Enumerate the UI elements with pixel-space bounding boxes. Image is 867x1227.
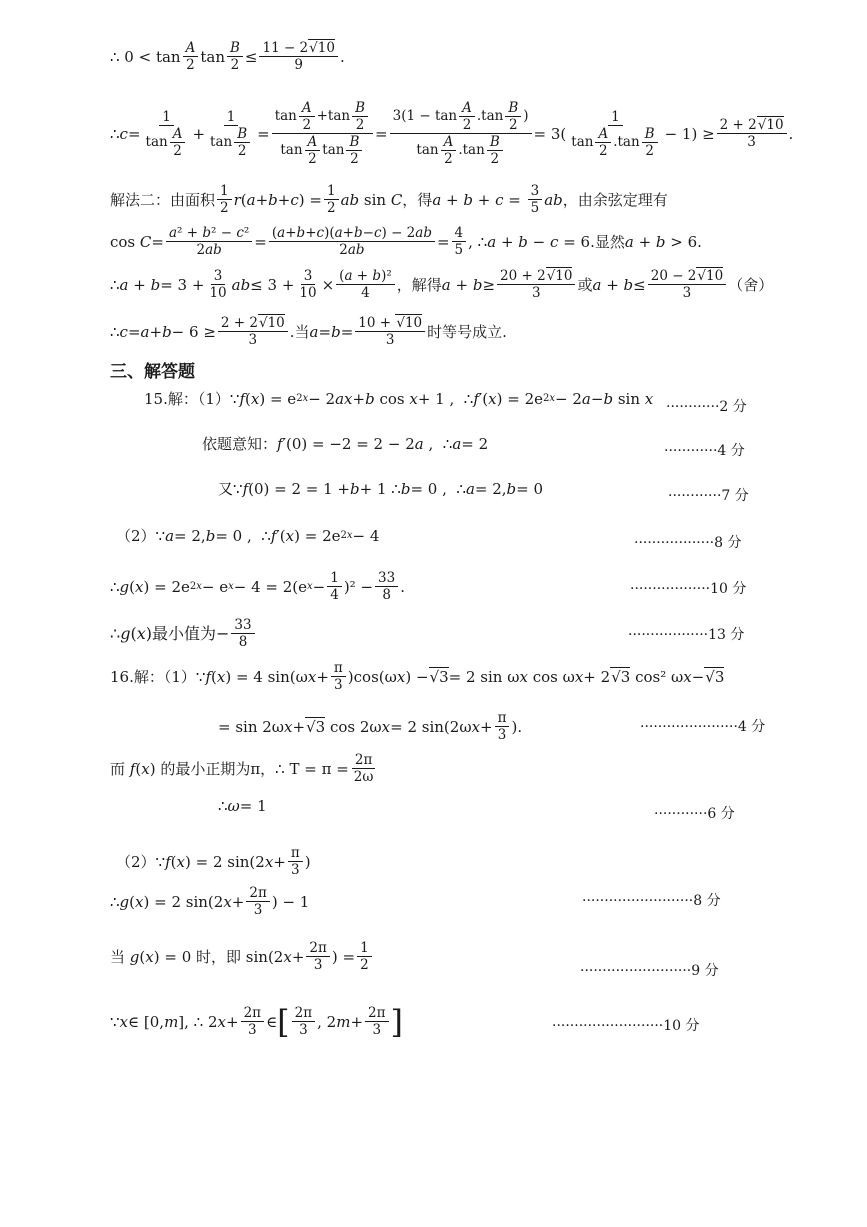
method2-mid1: ，得 (402, 190, 433, 209)
p16-period: 的最小正期为π， (160, 759, 276, 778)
score-10-b: ·························10 分 (552, 1018, 700, 1034)
p16-line-3: 而 f ( x ) 的最小正期为π， ∴ T = π = $\frac{2\pi}{2\omega}$ (110, 752, 374, 785)
section-heading: 三、解答题 (110, 362, 195, 382)
line6-when: 当 (294, 322, 310, 341)
method2-mid2: ，由余弦定理有 (562, 190, 668, 209)
p16-line-2: = sin 2ω x + √3 cos 2ω x = 2 sin(2ω x + $\frac{\pi}{3}$ ). (218, 710, 523, 743)
p15-line-2: 依题意知： f ′(0) = −2 = 2 − 2 a , ∴ a = 2 (202, 435, 489, 453)
p15-line-3: 又 ∵ f (0) = 2 = 1 + b + 1 ∴ b = 0 , ∴ a = 2, b = 0 (218, 480, 544, 498)
score-2: ············2 分 (666, 399, 747, 415)
p15-again: 又 (218, 480, 234, 498)
p15-line-6: ∴ g ( x ) 最小值为 − $\frac{33}{8}$ (110, 617, 257, 650)
score-8: ··················8 分 (634, 535, 742, 551)
score-6: ············6 分 (654, 806, 735, 822)
line6-tail: 时等号成立. (427, 322, 507, 341)
method-two-line: 解法二：由面积 $\frac{1}{2}$ r ( a + b + c ) = $\frac{1}{2}$ ab sin C ，得 a + b + c = $\frac{3}{5}$ ab ，由余弦定理有 (110, 183, 668, 216)
score-4: ············4 分 (664, 443, 745, 459)
p16-line-8: ∵ x ∈ [0, m ], ∴ 2 x + $\frac{2\pi}{3}$ ∈ [ $\frac{2\pi}{3}$ , 2 m + $\frac{2\pi}{3}$ ] (110, 1002, 403, 1041)
line5-or: 或 (577, 275, 593, 294)
p16-label: 16.解：（1） (110, 667, 196, 686)
p15-line-1: 15.解：（1） ∵ f ( x ) = e 2x − 2 ax + b cos x + 1 , ∴ f ′( x ) = 2e 2x − 2 a − b sin x (144, 390, 654, 408)
p16-line-5: （2） ∵ f ( x ) = 2 sin(2 x + $\frac{\pi}{3}$ ) (116, 845, 311, 878)
method2-prefix: 解法二：由面积 (110, 190, 216, 209)
line5-rejected: （舍） (728, 275, 774, 294)
p15-line-4: （2） ∵ a = 2, b = 0 , ∴ f ′( x ) = 2e 2x − 4 (116, 527, 380, 545)
score-9: ·························9 分 (580, 963, 719, 979)
line4-mid: 显然 (594, 232, 625, 251)
p15-part2: （2） (116, 527, 156, 545)
score-7: ············7 分 (668, 488, 749, 504)
sum-bound-line: ∴ a + b = 3 + $\frac{3}{10}$ ab ≤ 3 + $\frac{3}{10}$ × $\frac{\text{(a + b)²}}{4}$ ，解得 a + b ≥ $\frac{20 + 2√10}{3}$ 或 a + b ≤ $\frac{20 - 2√10}{3}$ （舍） (110, 268, 774, 301)
p16-line-4: ∴ ω = 1 (218, 797, 267, 815)
score-8-b: ·························8 分 (582, 893, 721, 909)
p16-line-6: ∴ g ( x ) = 2 sin(2 x + $\frac{2\pi}{3}$ ) − 1 (110, 885, 310, 918)
p16-when2: 时，即 (196, 947, 242, 966)
p15-label: 15.解：（1） (144, 390, 230, 408)
p15-line-5: ∴ g ( x ) = 2e 2x − e x − 4 = 2(e x − $\frac{1}{4}$ )² − $\frac{33}{8}$ . (110, 570, 405, 603)
p15-min-label: 最小值为 (151, 623, 216, 643)
line5-mid1: ，解得 (396, 275, 442, 294)
score-10: ··················10 分 (630, 581, 747, 597)
cosine-line: cos C = $\frac{\text{a² + b² − c²}}{2ab}$ = $\frac{(a+b+c)(a+b-c) - 2ab}{2ab}$ = $\frac{4}{5}$ , ∴ a + b − c = 6. 显然 a + b > 6. (110, 225, 702, 258)
equality-line: ∴ c = a + b − 6 ≥ $\frac{2 + 2√10}{3}$ . 当 a = b = $\frac{10 + √10}{3}$ 时等号成立. (110, 315, 507, 348)
p16-and: 而 (110, 759, 126, 778)
p16-when: 当 (110, 947, 126, 966)
inequality-line-1: ∴ 0 < tan $\frac{A}{2}$ tan $\frac{B}{2}$ ≤ $\frac{11 - 2√10}{9}$ . (110, 40, 345, 73)
score-13: ··················13 分 (628, 627, 745, 643)
p16-part2: （2） (116, 852, 156, 871)
p16-line-1: 16.解：（1） ∵ f ( x ) = 4 sin(ω x + $\frac{\pi}{3}$ )cos(ω x ) − √3 = 2 sin ω x cos ω x + 2 √3 cos² ω x − √3 (110, 660, 725, 693)
equation-line-c: ∴ c = 1 tan $\frac{A}{2}$ + 1 tan $\frac{B}{2}$ = tan $\frac{A}{2}$ +tan $\frac{B}{2}$ tan $\frac{A}{2}$ tan $\frac{B}{2}$ = 3(1 − tan $\frac{A}{2}$ .tan $\frac{B}{2}$ ) tan $\frac{A}{2}$ .tan $\frac{B}{2}$ = 3( 1 tan $\frac{A}{2}$ .tan $\frac{B}{2}$ − 1) ≥ $\frac{2 + 2√10}{3}$ . (110, 100, 794, 167)
score-4-b: ······················4 分 (640, 719, 766, 735)
p15-condition: 依题意知： (202, 435, 278, 453)
p16-line-7: 当 g ( x ) = 0 时，即 sin(2 x + $\frac{2\pi}{3}$ ) = $\frac{1}{2}$ (110, 940, 374, 973)
